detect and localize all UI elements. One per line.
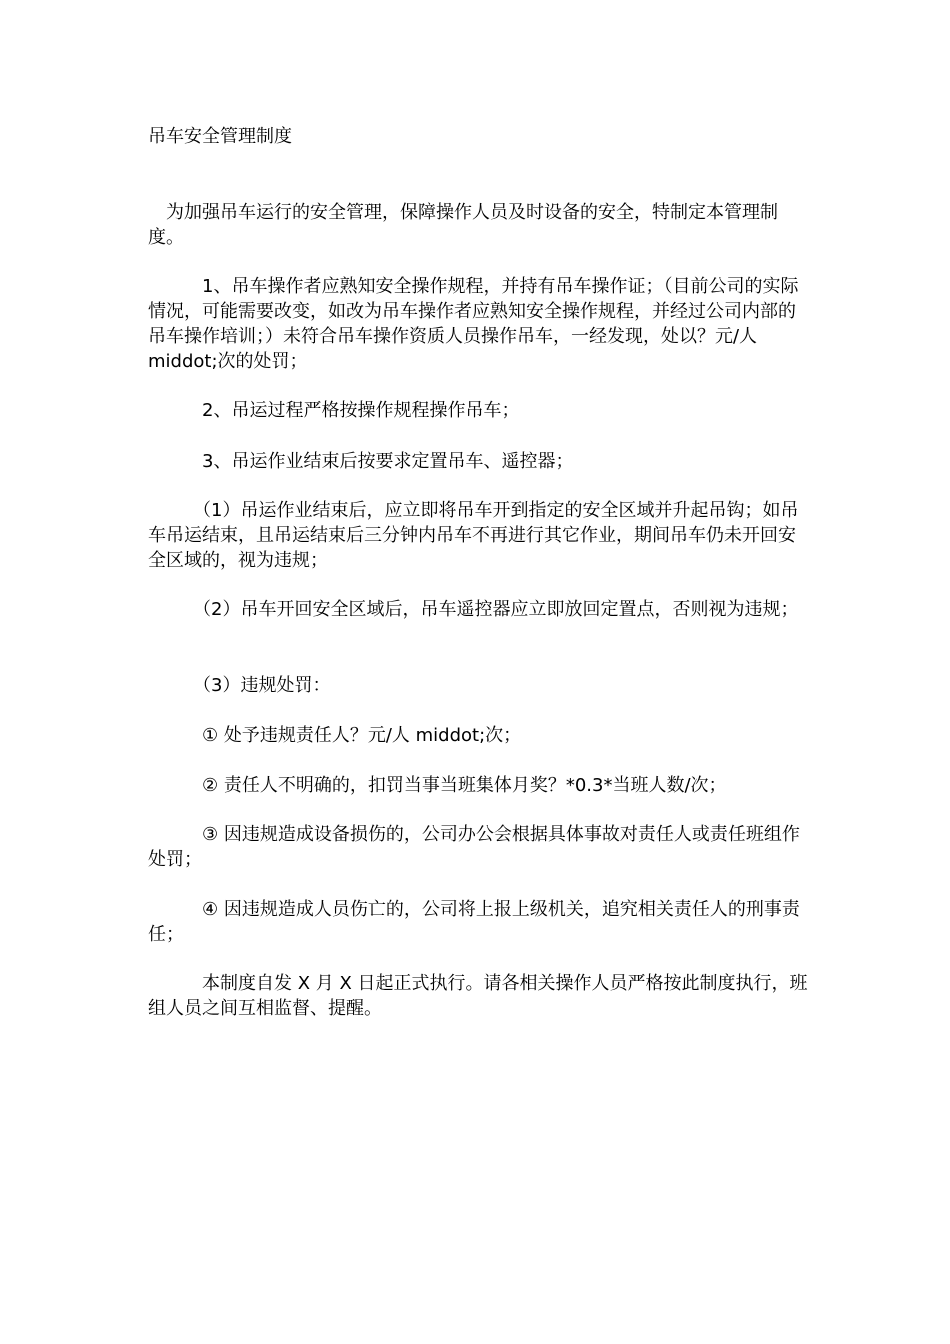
- penalty-1-text: ① 处予违规责任人？元/人 middot;次；: [148, 725, 522, 746]
- intro-text: 为加强吊车运行的安全管理，保障操作人员及时设备的安全，特制定本管理制度。: [130, 202, 778, 248]
- rule-3-3-text: （3）违规处罚：: [148, 675, 331, 696]
- effective-date-text: 本制度自发 X 月 X 日起正式执行。请各相关操作人员严格按此制度执行，班组人员之间互相监督、提醒。: [148, 973, 808, 1019]
- document-title: 吊车安全管理制度: [148, 126, 292, 147]
- penalty-3-paragraph: [148, 822, 808, 872]
- rule-3-1-text: （1）吊运作业结束后，应立即将吊车开到指定的安全区域并升起吊钩；如吊车吊运结束，且吊运结束后三分钟内吊车不再进行其它作业，期间吊车仍未开回安全区域的，视为违规；: [148, 500, 799, 571]
- rule-2-paragraph: [148, 398, 808, 423]
- rule-3-text: 3、吊运作业结束后按要求定置吊车、遥控器；: [148, 451, 574, 472]
- rule-1-text: 1、吊车操作者应熟知安全操作规程，并持有吊车操作证；（目前公司的实际情况，可能需要改变，如改为吊车操作者应熟知安全操作规程，并经过公司内部的吊车操作培训；）未符合吊车操作资质人员操作吊车，一经发现，处以？元/人 middot;次的处罚；: [148, 276, 799, 372]
- penalty-3-text: ③ 因违规造成设备损伤的，公司办公会根据具体事故对责任人或责任班组作处罚；: [148, 824, 800, 870]
- intro-paragraph: [130, 200, 808, 250]
- effective-date-paragraph: [148, 971, 808, 1021]
- rule-3-1-paragraph: [148, 498, 808, 573]
- penalty-2-paragraph: [148, 773, 808, 798]
- rule-2-text: 2、吊运过程严格按操作规程操作吊车；: [148, 400, 520, 421]
- penalty-1-paragraph: [148, 723, 808, 748]
- rule-3-3-paragraph: [148, 673, 808, 698]
- rule-3-2-text: （2）吊车开回安全区域后，吊车遥控器应立即放回定置点，否则视为违规；: [148, 599, 799, 620]
- rule-3-paragraph: [148, 449, 808, 474]
- penalty-4-paragraph: [148, 897, 808, 947]
- rule-1-paragraph: [148, 274, 808, 374]
- penalty-4-text: ④ 因违规造成人员伤亡的，公司将上报上级机关，追究相关责任人的刑事责任；: [148, 899, 800, 945]
- penalty-2-text: ② 责任人不明确的，扣罚当事当班集体月奖？*0.3*当班人数/次；: [148, 775, 727, 796]
- rule-3-2-paragraph: [148, 597, 808, 622]
